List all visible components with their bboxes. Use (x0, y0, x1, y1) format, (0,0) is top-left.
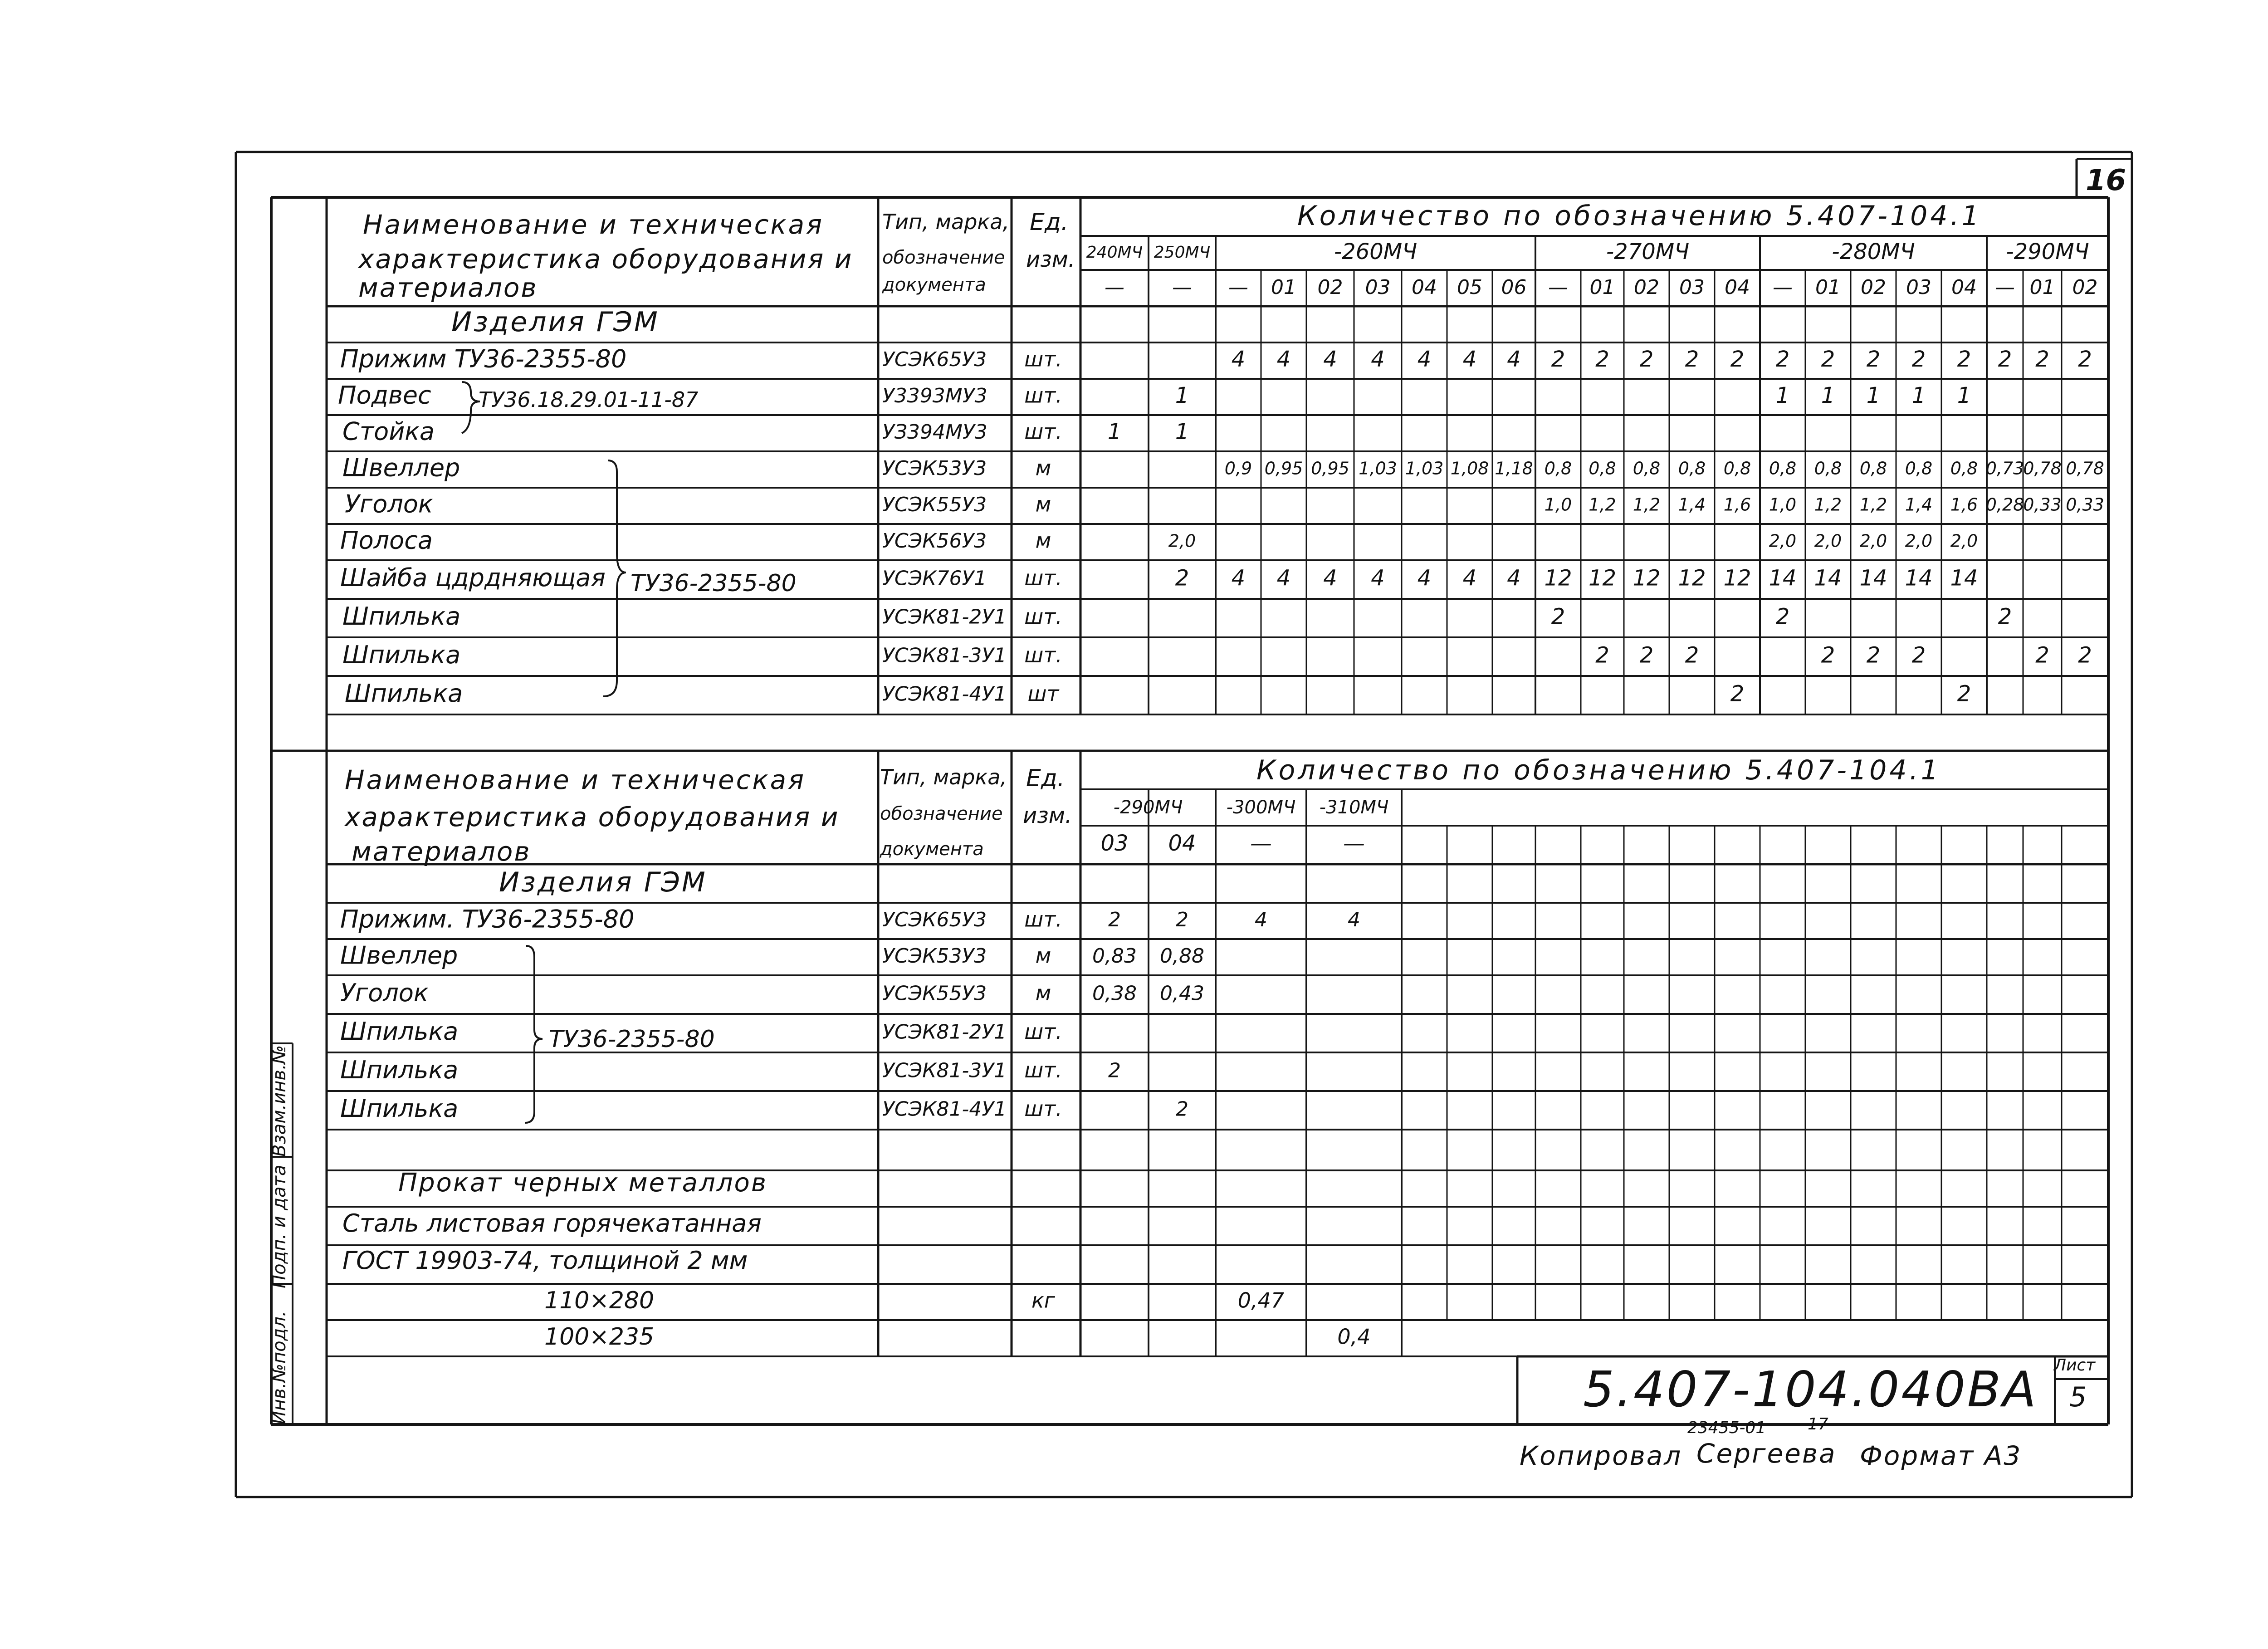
bottom-cell-1-0: 0,83 (1092, 944, 1137, 968)
order-sheet: 17 (1808, 1415, 1828, 1434)
top-cell-1-15: 1 (1821, 383, 1835, 408)
top-quantity-title: Количество по обозначению 5.407-104.1 (1297, 200, 1982, 232)
top-row-code-2: УЗ394МУ3 (882, 421, 987, 444)
top-cell-6-14: 14 (1769, 565, 1797, 591)
top-name-header-line3: материалов (358, 272, 538, 303)
top-group-2: -260МЧ (1334, 239, 1418, 264)
top-cell-4-17: 1,4 (1905, 494, 1933, 515)
top-cell-8-20: 2 (2035, 642, 2049, 668)
bottom-row-code-1: УСЭК53У3 (882, 944, 987, 968)
top-group-1: 250МЧ (1154, 243, 1211, 262)
format-label: Формат А3 (1860, 1440, 2022, 1471)
top-cell-4-16: 1,2 (1859, 494, 1887, 515)
top-cell-1-1: 1 (1175, 383, 1189, 408)
top-cell-4-15: 1,2 (1814, 494, 1842, 515)
top-row-code-9: УСЭК81-4У1 (882, 682, 1007, 706)
side-stamp-sign-date: Подп. и дата (269, 1165, 290, 1288)
top-cell-7-9: 2 (1551, 604, 1565, 630)
top-cell-0-17: 2 (1911, 347, 1926, 372)
top-cell-0-8: 4 (1507, 347, 1521, 372)
top-subcol-16: 02 (1861, 276, 1886, 299)
top-cell-3-11: 0,8 (1633, 458, 1661, 479)
size-label-0: 110×280 (544, 1287, 655, 1314)
bottom-group-0: -290МЧ (1113, 797, 1183, 818)
bottom-subcol-1: 04 (1168, 831, 1196, 856)
top-cell-6-8: 4 (1507, 565, 1521, 591)
top-row-code-0: УСЭК65У3 (882, 348, 987, 371)
top-cell-6-15: 14 (1814, 565, 1842, 591)
top-cell-6-5: 4 (1371, 565, 1385, 591)
bottom-row-unit-1: м (1035, 943, 1051, 968)
copied-name: Сергеева (1696, 1438, 1837, 1469)
top-subcol-18: 04 (1951, 276, 1977, 299)
top-subcol-2: — (1228, 276, 1248, 299)
top-row-name-9: Шпилька (345, 679, 463, 708)
bottom-type-header-line1: Тип, марка, (880, 765, 1007, 789)
top-cell-2-1: 1 (1175, 419, 1189, 445)
bottom-row-code-3: УСЭК81-2У1 (882, 1020, 1007, 1044)
top-cell-6-11: 12 (1633, 565, 1661, 591)
top-cell-3-12: 0,8 (1678, 458, 1706, 479)
sheet-number: 5 (2069, 1381, 2087, 1413)
size-unit-0: кг (1031, 1288, 1055, 1313)
bottom-name-header-line2: характеристика оборудования и (345, 802, 840, 832)
bottom-subcol-2: — (1250, 831, 1272, 856)
top-row-code-6: УСЭК76У1 (882, 567, 987, 590)
top-cell-3-13: 0,8 (1723, 458, 1751, 479)
bottom-cell-2-0: 0,38 (1092, 982, 1137, 1005)
top-row-code-5: УСЭК56У3 (882, 529, 987, 553)
top-subcol-19: — (1995, 276, 2015, 299)
bottom-row-name-1: Швеллер (340, 941, 458, 970)
top-cell-6-1: 2 (1175, 565, 1189, 591)
top-cell-1-14: 1 (1775, 383, 1790, 408)
size-cell-1-3: 0,4 (1337, 1324, 1371, 1349)
size-label-1: 100×235 (544, 1323, 655, 1351)
top-row-code-3: УСЭК53У3 (882, 457, 987, 480)
top-row-name-6: Шайба цдрдняющая (340, 563, 606, 592)
side-stamp-inv-no: Инв.№подл. (269, 1311, 290, 1424)
bottom-row-unit-4: шт. (1024, 1058, 1062, 1082)
top-cell-0-2: 4 (1231, 347, 1246, 372)
bottom-row-unit-3: шт. (1024, 1019, 1062, 1044)
top-cell-4-11: 1,2 (1633, 494, 1661, 515)
bottom-type-header-line3: документа (880, 839, 984, 860)
top-subcol-14: — (1773, 276, 1793, 299)
top-cell-3-15: 0,8 (1814, 458, 1842, 479)
top-cell-3-19: 0,73 (1985, 458, 2024, 479)
bottom-brace-note: ТУ36-2355-80 (549, 1026, 715, 1053)
top-type-header-line3: документа (882, 274, 986, 295)
document-number: 5.407-104.040ВА (1583, 1361, 2038, 1418)
top-type-header-line2: обозначение (882, 247, 1005, 268)
top-cell-1-18: 1 (1957, 383, 1971, 408)
bottom-type-header-line2: обозначение (880, 803, 1003, 824)
bottom-section-title: Изделия ГЭМ (499, 866, 707, 898)
top-cell-6-4: 4 (1323, 565, 1337, 591)
top-cell-0-14: 2 (1775, 347, 1790, 372)
top-name-header-line1: Наименование и техническая (363, 209, 824, 240)
material-line1: Сталь листовая горячекатанная (342, 1209, 762, 1238)
bottom-group-1: -300МЧ (1226, 797, 1296, 818)
size-cell-0-2: 0,47 (1237, 1288, 1285, 1313)
bottom-subcol-3: — (1343, 831, 1365, 856)
top-cell-3-6: 1,03 (1405, 458, 1444, 479)
top-cell-7-14: 2 (1775, 604, 1790, 630)
top-cell-6-16: 14 (1859, 565, 1887, 591)
top-cell-4-20: 0,33 (2023, 494, 2062, 515)
top-cell-3-17: 0,8 (1905, 458, 1933, 479)
bottom-quantity-title: Количество по обозначению 5.407-104.1 (1256, 754, 1941, 786)
top-cell-6-2: 4 (1231, 565, 1246, 591)
top-row-unit-1: шт. (1024, 383, 1062, 408)
top-cell-0-4: 4 (1323, 347, 1337, 372)
top-cell-4-19: 0,28 (1985, 494, 2024, 515)
top-cell-0-21: 2 (2078, 347, 2092, 372)
bottom-row-code-5: УСЭК81-4У1 (882, 1097, 1007, 1121)
top-row-name-3: Швеллер (342, 453, 460, 482)
side-stamp-replace-inv: Взам.инв.№ (269, 1045, 290, 1157)
top-subcol-8: 06 (1501, 276, 1527, 299)
top-cell-3-3: 0,95 (1264, 458, 1303, 479)
top-row-unit-4: м (1035, 492, 1051, 517)
top-row-code-7: УСЭК81-2У1 (882, 605, 1007, 629)
top-cell-9-13: 2 (1730, 681, 1745, 707)
top-cell-0-10: 2 (1595, 347, 1609, 372)
section2-title: Прокат черных металлов (398, 1168, 767, 1198)
top-cell-3-20: 0,78 (2023, 458, 2062, 479)
top-cell-8-15: 2 (1821, 642, 1835, 668)
top-row-unit-0: шт. (1024, 347, 1062, 372)
top-cell-5-17: 2,0 (1905, 531, 1933, 551)
top-cell-6-17: 14 (1905, 565, 1933, 591)
bottom-name-header-line3: материалов (352, 836, 531, 867)
bottom-cell-2-1: 0,43 (1160, 982, 1204, 1005)
top-row-code-1: У3393МУ3 (882, 384, 987, 407)
top-cell-4-10: 1,2 (1589, 494, 1616, 515)
top-cell-3-18: 0,8 (1950, 458, 1978, 479)
top-cell-1-16: 1 (1866, 383, 1881, 408)
top-row-unit-9: шт (1027, 681, 1059, 706)
top-cell-6-18: 14 (1950, 565, 1978, 591)
top-cell-4-13: 1,6 (1723, 494, 1751, 515)
top-row-name-0: Прижим ТУ36-2355-80 (340, 344, 627, 373)
top-section-title: Изделия ГЭМ (451, 306, 660, 338)
top-row-unit-7: шт. (1024, 604, 1062, 629)
top-cell-0-11: 2 (1639, 347, 1654, 372)
bottom-cell-5-1: 2 (1176, 1097, 1188, 1121)
top-row-unit-2: шт. (1024, 419, 1062, 444)
top-subcol-7: 05 (1457, 276, 1482, 299)
order-number: 23455-01 (1687, 1419, 1766, 1437)
top-subcol-21: 02 (2072, 276, 2098, 299)
bottom-row-name-2: Уголок (340, 979, 429, 1008)
top-row-code-8: УСЭК81-3У1 (882, 644, 1007, 667)
top-cell-0-6: 4 (1417, 347, 1432, 372)
top-cell-8-21: 2 (2078, 642, 2092, 668)
top-group-3: -270МЧ (1606, 239, 1690, 264)
bottom-cell-0-0: 2 (1108, 908, 1121, 931)
top-cell-0-13: 2 (1730, 347, 1745, 372)
top-row-unit-3: м (1035, 455, 1051, 480)
bottom-row-unit-0: шт. (1024, 907, 1062, 932)
top-cell-6-3: 4 (1276, 565, 1291, 591)
top-subcol-13: 04 (1725, 276, 1750, 299)
top-row-name-8: Шпилька (342, 641, 461, 670)
top-cell-6-10: 12 (1588, 565, 1617, 591)
top-subcol-0: — (1105, 276, 1124, 299)
top-cell-3-8: 1,18 (1495, 458, 1533, 479)
top-subcol-5: 03 (1365, 276, 1391, 299)
top-row-unit-6: шт. (1024, 566, 1062, 590)
top-subcol-20: 01 (2029, 276, 2055, 299)
top-row-name-2: Стойка (342, 417, 435, 446)
top-name-header-line2: характеристика оборудования и (358, 244, 853, 274)
top-cell-9-18: 2 (1957, 681, 1971, 707)
bottom-row-name-0: Прижим. ТУ36-2355-80 (340, 905, 635, 934)
top-cell-3-14: 0,8 (1769, 458, 1797, 479)
bottom-row-unit-5: шт. (1024, 1096, 1062, 1121)
top-cell-3-21: 0,78 (2066, 458, 2104, 479)
top-row-unit-8: шт. (1024, 643, 1062, 667)
top-cell-0-18: 2 (1957, 347, 1971, 372)
top-type-header-line1: Тип, марка, (882, 210, 1009, 234)
top-cell-6-12: 12 (1678, 565, 1706, 591)
top-cell-5-1: 2,0 (1168, 531, 1196, 551)
top-cell-6-13: 12 (1723, 565, 1751, 591)
bottom-row-code-0: УСЭК65У3 (882, 908, 987, 931)
top-group-0: 240МЧ (1086, 243, 1143, 262)
bottom-row-code-4: УСЭК81-3У1 (882, 1059, 1007, 1082)
top-unit-header-line1: Ед. (1030, 209, 1069, 236)
top-cell-8-11: 2 (1639, 642, 1654, 668)
top-subcol-15: 01 (1815, 276, 1841, 299)
top-cell-0-7: 4 (1462, 347, 1477, 372)
top-cell-0-12: 2 (1685, 347, 1699, 372)
bottom-row-name-5: Шпилька (340, 1094, 459, 1123)
top-cell-5-18: 2,0 (1950, 531, 1978, 551)
bottom-cell-0-2: 4 (1255, 908, 1267, 931)
top-cell-0-9: 2 (1551, 347, 1565, 372)
top-row-code-4: УСЭК55У3 (882, 493, 987, 516)
top-cell-3-10: 0,8 (1589, 458, 1616, 479)
top-cell-0-20: 2 (2035, 347, 2049, 372)
top-cell-0-16: 2 (1866, 347, 1881, 372)
top-subcol-11: 02 (1634, 276, 1659, 299)
top-cell-0-15: 2 (1821, 347, 1835, 372)
top-cell-1-17: 1 (1911, 383, 1926, 408)
top-cell-4-12: 1,4 (1678, 494, 1706, 515)
top-cell-3-7: 1,08 (1450, 458, 1489, 479)
material-line2: ГОСТ 19903-74, толщиной 2 мм (342, 1246, 748, 1275)
top-row-name-4: Уголок (345, 489, 433, 519)
top-subcol-6: 04 (1412, 276, 1437, 299)
top-cell-3-2: 0,9 (1224, 458, 1252, 479)
bottom-subcol-0: 03 (1100, 831, 1129, 856)
top-cell-6-7: 4 (1462, 565, 1477, 591)
top-subcol-17: 03 (1906, 276, 1931, 299)
bottom-row-code-2: УСЭК55У3 (882, 982, 987, 1005)
top-cell-7-19: 2 (1998, 604, 2012, 630)
copied-label: Копировал (1520, 1440, 1682, 1471)
top-cell-8-12: 2 (1685, 642, 1699, 668)
top-row-name-1: Подвес (338, 381, 431, 410)
top-subcol-12: 03 (1679, 276, 1705, 299)
sheet-label: Лист (2054, 1356, 2096, 1375)
top-subcol-3: 01 (1271, 276, 1296, 299)
top-row-name-5: Полоса (340, 526, 433, 555)
top-subcol-9: — (1548, 276, 1568, 299)
top-subcol-1: — (1172, 276, 1192, 299)
bottom-group-2: -310МЧ (1319, 797, 1389, 818)
top-cell-4-9: 1,0 (1544, 494, 1572, 515)
top-brace-note-podves: ТУ36.18.29.01-11-87 (479, 387, 699, 412)
bottom-row-name-4: Шпилька (340, 1056, 459, 1085)
top-cell-6-9: 12 (1544, 565, 1572, 591)
top-cell-6-6: 4 (1417, 565, 1432, 591)
top-cell-2-0: 1 (1107, 419, 1122, 445)
top-cell-3-9: 0,8 (1544, 458, 1572, 479)
page-number: 16 (2086, 164, 2126, 197)
top-group-5: -290МЧ (2006, 239, 2089, 264)
top-row-unit-5: м (1035, 528, 1051, 553)
top-brace-note-group: ТУ36-2355-80 (631, 570, 797, 597)
top-cell-0-19: 2 (1998, 347, 2012, 372)
top-group-4: -280МЧ (1832, 239, 1915, 264)
top-cell-4-14: 1,0 (1769, 494, 1797, 515)
top-cell-8-17: 2 (1911, 642, 1926, 668)
top-cell-5-16: 2,0 (1859, 531, 1887, 551)
bottom-unit-header-line1: Ед. (1026, 765, 1065, 792)
bottom-cell-0-1: 2 (1176, 908, 1188, 931)
bottom-cell-4-0: 2 (1108, 1059, 1121, 1082)
top-cell-8-10: 2 (1595, 642, 1609, 668)
top-cell-5-14: 2,0 (1769, 531, 1797, 551)
top-cell-5-15: 2,0 (1814, 531, 1842, 551)
top-subcol-4: 02 (1317, 276, 1343, 299)
top-row-name-7: Шпилька (342, 602, 461, 631)
bottom-row-name-3: Шпилька (340, 1017, 459, 1046)
top-cell-4-18: 1,6 (1950, 494, 1978, 515)
top-cell-4-21: 0,33 (2066, 494, 2104, 515)
top-cell-8-16: 2 (1866, 642, 1881, 668)
top-cell-3-4: 0,95 (1311, 458, 1349, 479)
top-subcol-10: 01 (1589, 276, 1615, 299)
top-cell-3-16: 0,8 (1859, 458, 1887, 479)
top-cell-0-3: 4 (1276, 347, 1291, 372)
bottom-cell-0-3: 4 (1348, 908, 1360, 931)
bottom-name-header-line1: Наименование и техническая (345, 764, 806, 795)
bottom-unit-header-line2: изм. (1023, 803, 1072, 828)
bottom-row-unit-2: м (1035, 981, 1051, 1005)
top-cell-3-5: 1,03 (1359, 458, 1397, 479)
bottom-cell-1-1: 0,88 (1160, 944, 1204, 968)
top-unit-header-line2: изм. (1026, 247, 1075, 272)
top-cell-0-5: 4 (1371, 347, 1385, 372)
